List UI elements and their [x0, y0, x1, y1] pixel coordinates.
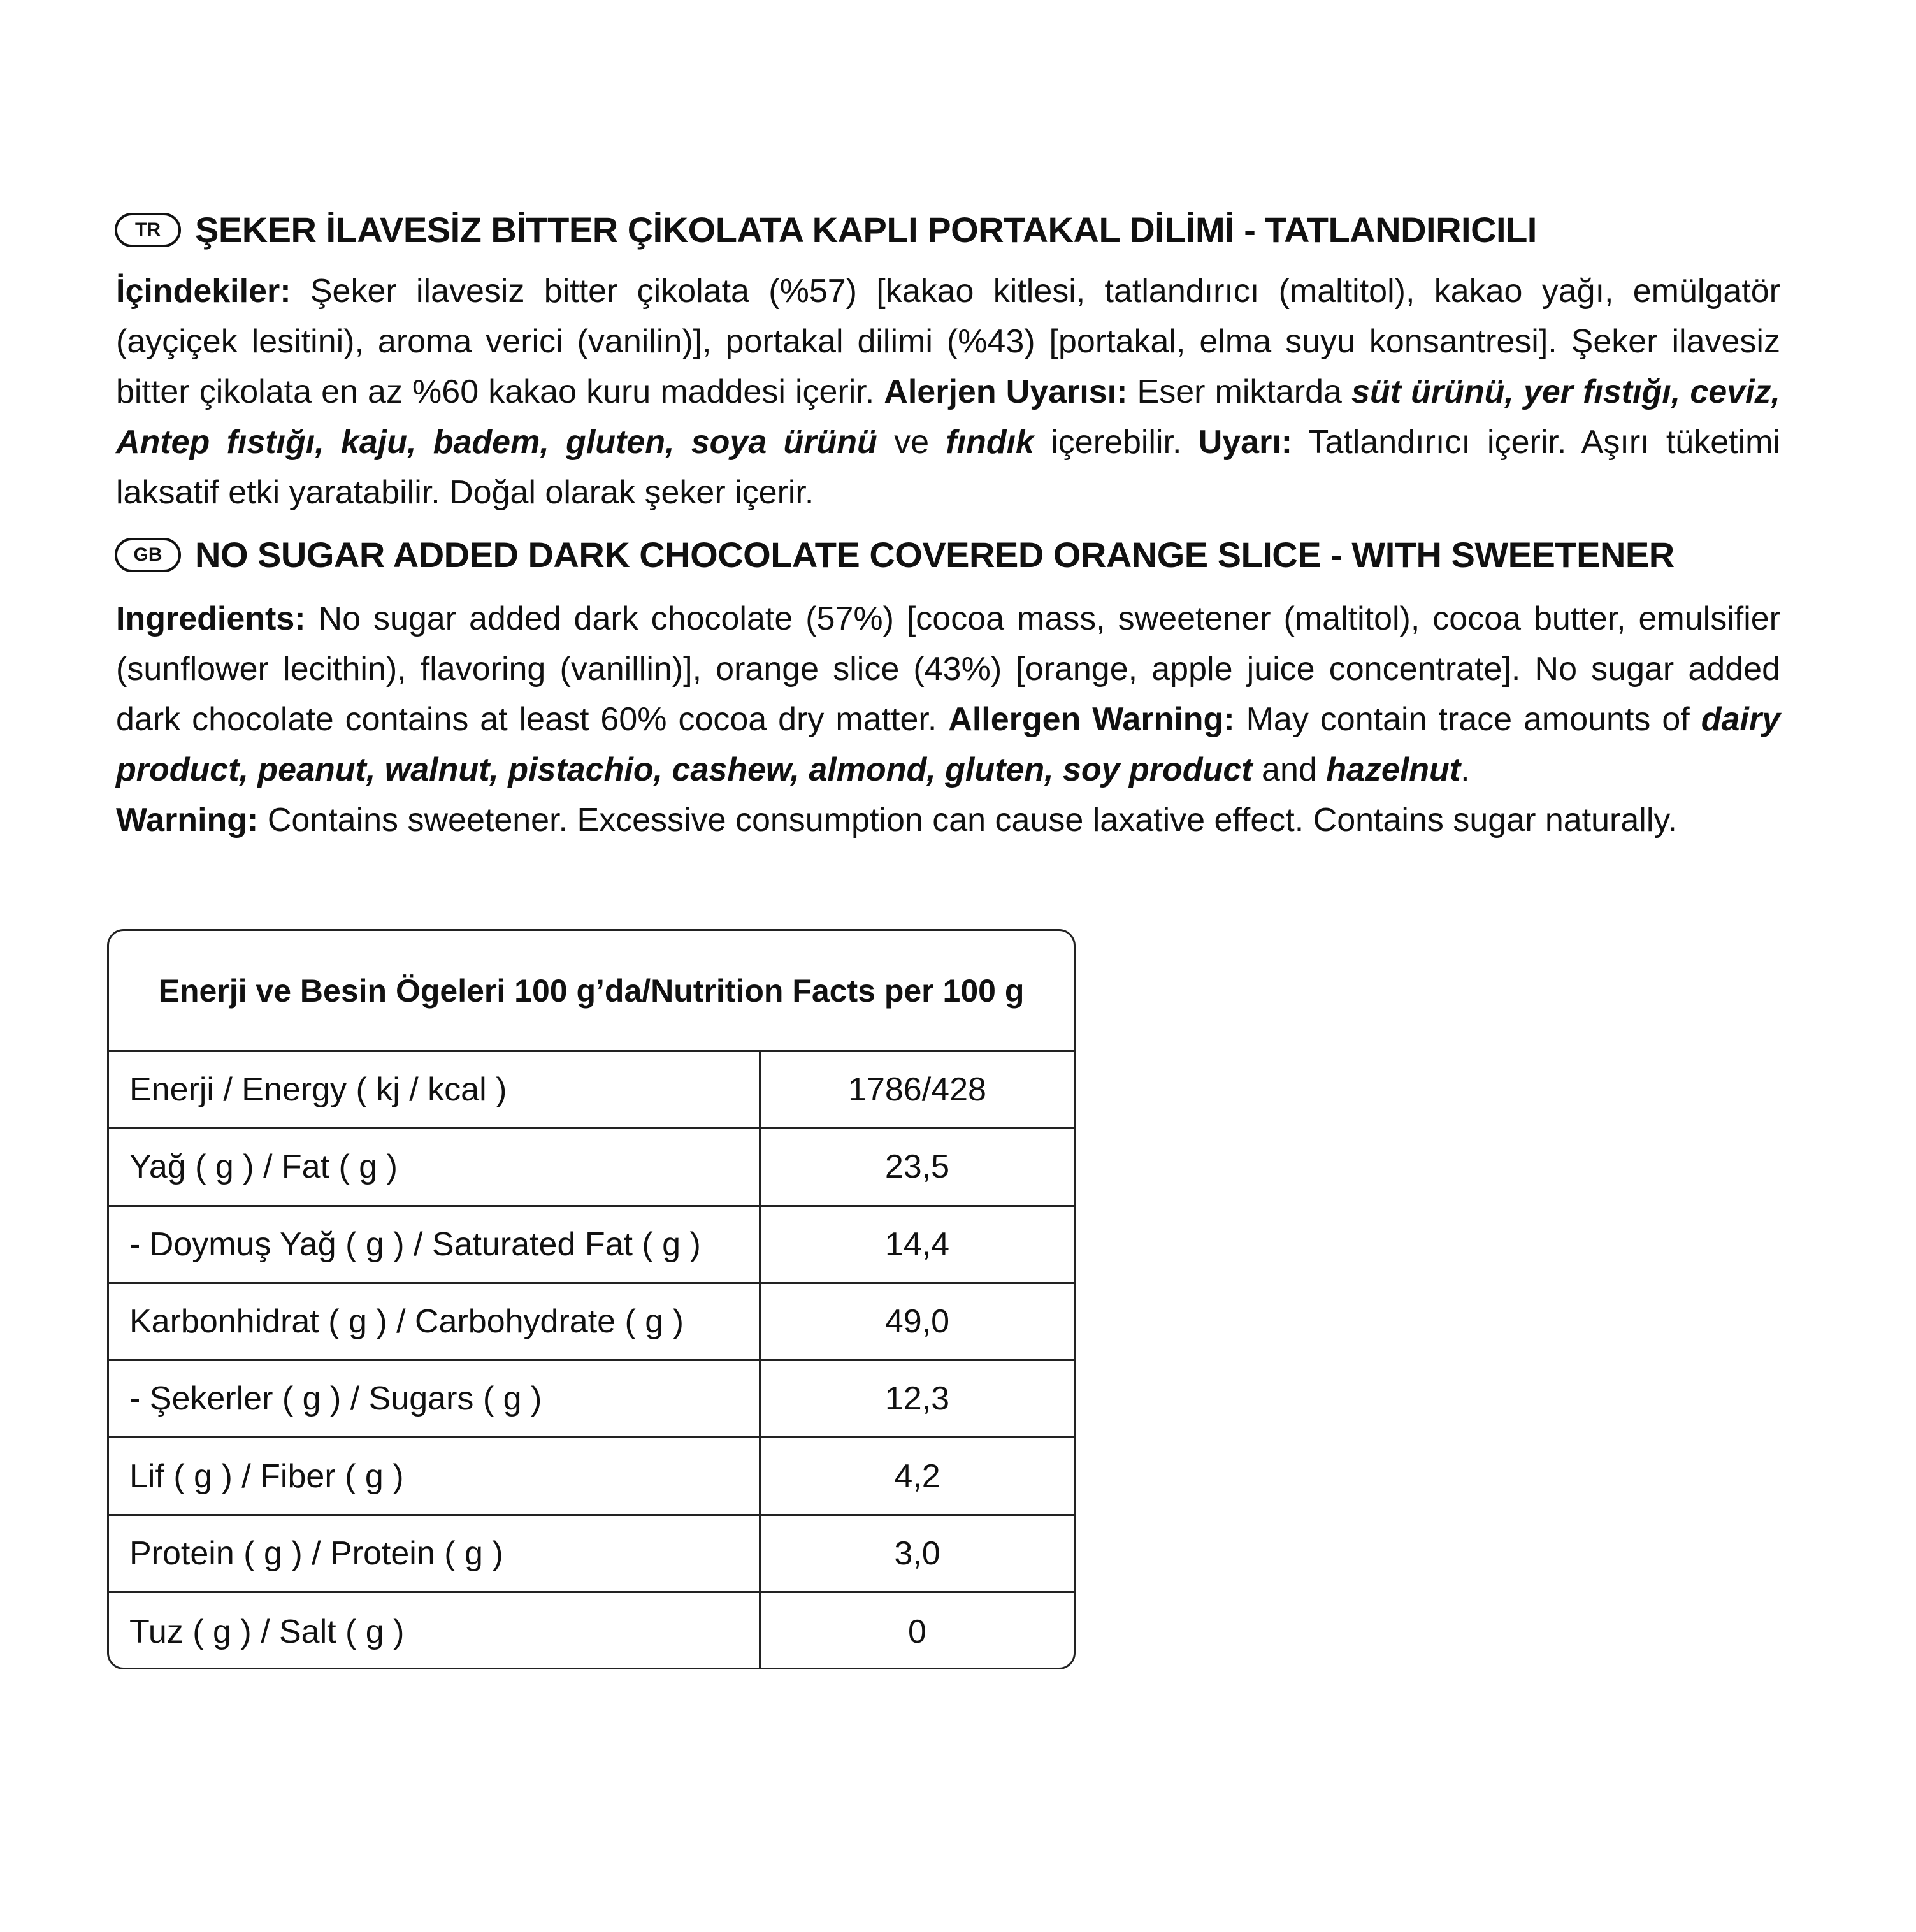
nutrition-facts-table — [107, 929, 1076, 1669]
table-row — [109, 1361, 1074, 1438]
tr-allergen-label: Alerjen Uyarısı: — [884, 373, 1128, 410]
nutrition-table-title: Enerji ve Besin Ögeleri 100 g’da/Nutrition Facts per 100 g — [109, 931, 1074, 1052]
gb-allergen-intro: May contain trace amounts of — [1234, 701, 1701, 738]
tr-allergen-last: fındık — [946, 424, 1034, 461]
gb-allergen-list: dairy product, peanut, walnut, pistachio, cashew, almond, gluten, soy product — [116, 701, 1781, 788]
tr-allergen-and: ve — [877, 424, 946, 461]
nutrient-label: Yağ ( g ) / Fat ( g ) — [109, 1129, 761, 1204]
table-row — [109, 1516, 1074, 1593]
nutrient-label: Tuz ( g ) / Salt ( g ) — [109, 1593, 761, 1669]
tr-product-title: ŞEKER İLAVESİZ BİTTER ÇİKOLATA KAPLI PORTAKAL DİLİMİ - TATLANDIRICILI — [195, 210, 1537, 250]
nutrient-label: Lif ( g ) / Fiber ( g ) — [109, 1438, 761, 1513]
gb-product-title: NO SUGAR ADDED DARK CHOCOLATE COVERED ORANGE SLICE - WITH SWEETENER — [195, 535, 1675, 575]
tr-allergen-outro: içerebilir. — [1034, 424, 1199, 461]
table-row — [109, 1052, 1074, 1129]
table-row — [109, 1129, 1074, 1206]
tr-ingredients-text: Şeker ilavesiz bitter çikolata (%57) [kakao kitlesi, tatlandırıcı (maltitol), kakao yağı, emülgatör (ayçiçek lesitini), aroma verici (vanilin)], portakal dilimi (%43) [portakal, elma suyu konsantresi]. Şeker ilavesiz bitter çikolata en az %60 kakao kuru maddesi içerir. — [116, 273, 1780, 410]
tr-warning-label: Uyarı: — [1198, 424, 1293, 461]
tr-warning-text: Tatlandırıcı içerir. Aşırı tüketimi laksatif etki yaratabilir. Doğal olarak şeker içerir. — [116, 424, 1781, 511]
tr-ingredients-label: İçindekiler: — [116, 273, 291, 310]
nutrient-value: 49,0 — [884, 1303, 950, 1341]
gb-allergen-label: Allergen Warning: — [948, 701, 1235, 738]
nutrient-value: 12,3 — [884, 1380, 950, 1418]
nutrient-label: Enerji / Energy ( kj / kcal ) — [109, 1052, 761, 1127]
nutrient-label: Protein ( g ) / Protein ( g ) — [109, 1516, 761, 1591]
tr-section-header — [115, 209, 1784, 250]
nutrient-value: 1786/428 — [848, 1071, 986, 1109]
nutrient-value: 4,2 — [894, 1457, 940, 1495]
gb-warning-text: Contains sweetener. Excessive consumption can cause laxative effect. Contains sugar naturally. — [258, 802, 1677, 839]
gb-language-badge: GB — [115, 538, 181, 572]
table-row — [109, 1593, 1074, 1669]
nutrient-label: - Doymuş Yağ ( g ) / Saturated Fat ( g ) — [109, 1207, 761, 1282]
gb-ingredients-label: Ingredients: — [116, 600, 306, 637]
table-row — [109, 1438, 1074, 1515]
table-row — [109, 1207, 1074, 1284]
gb-warning-label: Warning: — [116, 802, 259, 839]
nutrient-value: 0 — [908, 1613, 926, 1650]
gb-ingredients-paragraph — [116, 594, 1780, 846]
tr-allergen-intro: Eser miktarda — [1127, 373, 1352, 410]
nutrient-label: - Şekerler ( g ) / Sugars ( g ) — [109, 1361, 761, 1436]
nutrient-value: 3,0 — [894, 1534, 940, 1572]
tr-allergen-list: süt ürünü, yer fıstığı, ceviz, Antep fıstığı, kaju, badem, gluten, soya ürünü — [116, 373, 1780, 461]
nutrient-value: 14,4 — [884, 1225, 950, 1263]
nutrient-value: 23,5 — [884, 1148, 950, 1186]
tr-ingredients-paragraph — [116, 266, 1780, 518]
tr-language-badge: TR — [115, 213, 181, 247]
gb-allergen-outro: . — [1460, 751, 1470, 788]
gb-allergen-last: hazelnut — [1326, 751, 1461, 788]
gb-allergen-and: and — [1252, 751, 1327, 788]
nutrient-label: Karbonhidrat ( g ) / Carbohydrate ( g ) — [109, 1284, 761, 1359]
gb-ingredients-text: No sugar added dark chocolate (57%) [cocoa mass, sweetener (maltitol), cocoa butter, emulsifier (sunflower lecithin), flavoring (vanillin)], orange slice (43%) [orange, apple juice concentrate]. No sugar added dark chocolate contains at least 60% cocoa dry matter. — [116, 600, 1780, 738]
gb-section-header — [115, 534, 1784, 575]
table-row — [109, 1284, 1074, 1361]
